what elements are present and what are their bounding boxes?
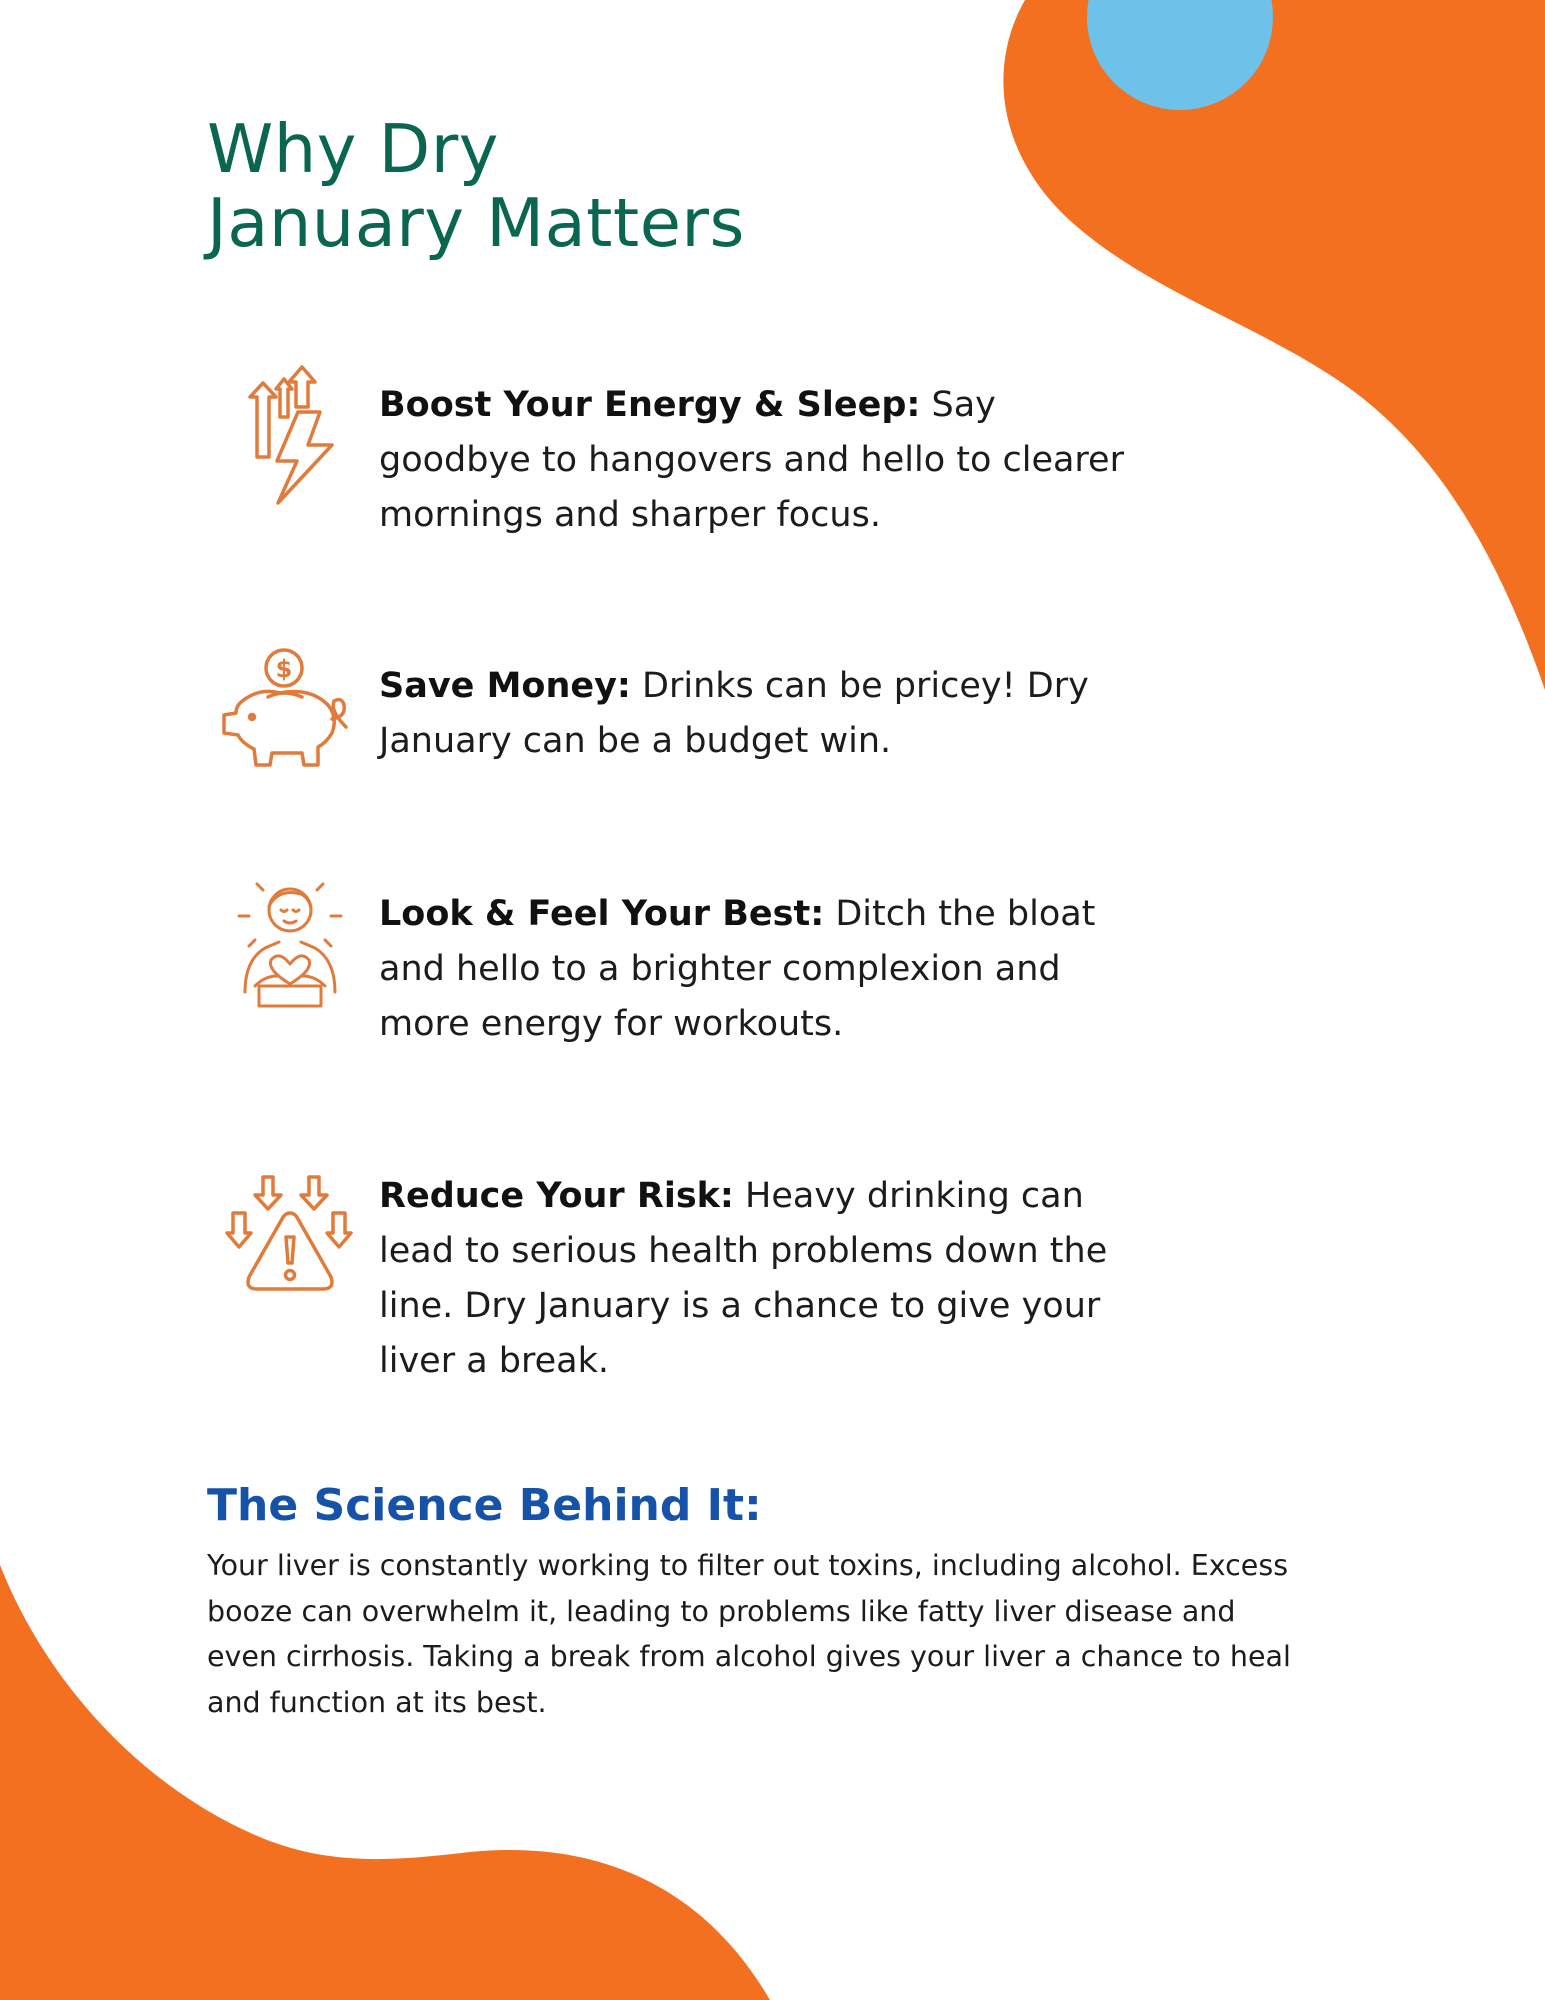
- benefit-save-money: [379, 659, 1139, 769]
- risk-warning-icon: [225, 1175, 355, 1295]
- benefit-reduce-risk: [379, 1169, 1139, 1389]
- benefit-description: Say goodbye to hangovers and hello to clearer mornings and sharper focus.: [379, 385, 1124, 535]
- science-heading: The Science Behind It:: [207, 1480, 762, 1531]
- svg-text:$: $: [275, 655, 293, 683]
- page-title: [207, 112, 745, 260]
- benefit-label: Save Money:: [379, 666, 631, 706]
- energy-bolt-icon: [240, 365, 340, 505]
- benefit-description: Drinks can be pricey! Dry January can be a budget win.: [379, 666, 1089, 761]
- piggy-bank-icon: [218, 645, 358, 773]
- person-heart-icon: [235, 880, 345, 1010]
- benefit-label: Boost Your Energy & Sleep:: [379, 385, 921, 425]
- benefit-energy-sleep: [379, 378, 1139, 543]
- benefit-label: Reduce Your Risk:: [379, 1176, 734, 1216]
- benefit-label: Look & Feel Your Best:: [379, 894, 825, 934]
- science-body: Your liver is constantly working to filter out toxins, including alcohol. Excess booze can overwhelm it, leading to problems like fatty liver disease and even cirrhosis. Taking a break from alcohol gives your liver a chance to heal and function at its best.: [207, 1549, 1291, 1719]
- benefit-look-feel: [379, 887, 1139, 1052]
- page-title-line-1: Why Dry: [207, 110, 499, 188]
- top-right-orange-blob: [1003, 0, 1545, 690]
- benefit-description: Ditch the bloat and hello to a brighter complexion and more energy for workouts.: [379, 894, 1096, 1044]
- benefit-description: Heavy drinking can lead to serious health problems down the line. Dry January is a chance to give your liver a break.: [379, 1176, 1108, 1381]
- page-title-line-2: January Matters: [207, 184, 745, 262]
